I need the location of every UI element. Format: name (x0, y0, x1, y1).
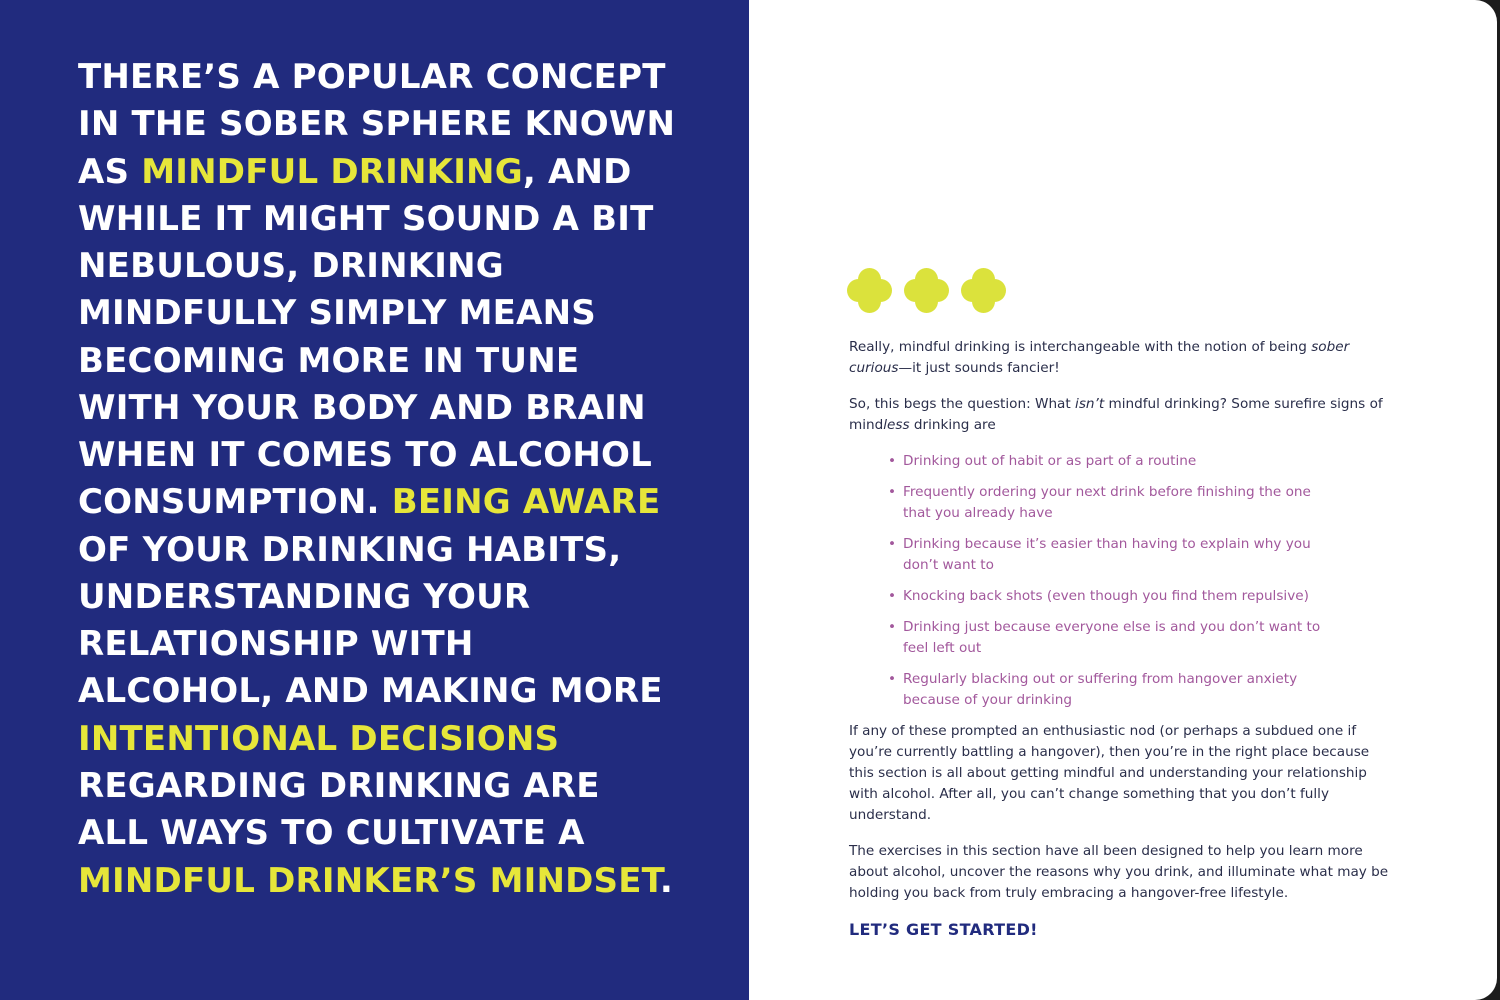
bullet-icon: • (888, 536, 897, 552)
pull-quote (78, 54, 678, 905)
list-item (888, 617, 1333, 659)
intro-paragraph (849, 337, 1394, 379)
body-copy (849, 337, 1394, 955)
mindless-signs-list (849, 451, 1394, 711)
quote-text: THERE’S A POPULAR CONCEPT IN THE SOBER SPHERE KNOWN AS (78, 57, 676, 192)
quote-text: OF YOUR DRINKING HABITS, UNDERSTANDING YOUR RELATIONSHIP WITH ALCOHOL, AND MAKING MORE (78, 529, 663, 712)
quote-highlight: BEING AWARE (391, 482, 661, 523)
list-item-text: Frequently ordering your next drink before finishing the one that you already have (903, 484, 1311, 521)
intro-emphasis: sober curious (849, 339, 1350, 376)
clover-icon (847, 268, 892, 313)
clover-icon (961, 268, 1006, 313)
cta-heading: LET’S GET STARTED! (849, 920, 1038, 939)
bullet-icon: • (888, 453, 897, 469)
list-item (888, 669, 1333, 711)
quote-text: . (659, 860, 674, 901)
left-page (0, 0, 749, 1000)
list-item (888, 534, 1333, 576)
list-item (888, 451, 1333, 472)
quote-highlight: MINDFUL DRINKING (141, 151, 523, 192)
list-item-text: Drinking just because everyone else is and you don’t want to feel left out (903, 619, 1321, 656)
bullet-icon: • (888, 484, 897, 500)
quote-text: REGARDING DRINKING ARE ALL WAYS TO CULTIVATE A (78, 765, 600, 854)
bullet-icon: • (888, 619, 897, 635)
exercises-paragraph: The exercises in this section have all been designed to help you learn more about alcohol, uncover the reasons why you drink, and illuminate what may be holding you back from truly embracing a hangover-free lifestyle. (849, 843, 1389, 901)
quote-text: , AND WHILE IT MIGHT SOUND A BIT NEBULOUS, DRINKING MINDFULLY SIMPLY MEANS BECOMING MORE IN TUNE WITH YOUR BODY AND BRAIN WHEN IT COMES TO ALCOHOL CONSUMPTION. (78, 151, 654, 523)
question-text: mindful drinking? Some surefire signs of mind (849, 396, 1383, 433)
bullet-icon: • (888, 588, 897, 604)
quote-highlight: INTENTIONAL DECISIONS (78, 718, 560, 759)
question-emphasis: less (883, 417, 910, 433)
bullet-icon: • (888, 671, 897, 687)
nod-paragraph: If any of these prompted an enthusiastic nod (or perhaps a subdued one if you’re currently battling a hangover), then you’re in the right place because this section is all about getting mindful and understanding your relationship with alcohol. After all, you can’t change something that you don’t fully understand. (849, 723, 1370, 823)
list-item-text: Drinking because it’s easier than having to explain why you don’t want to (903, 536, 1311, 573)
question-text-end: drinking are (909, 417, 996, 433)
intro-text: Really, mindful drinking is interchangeable with the notion of being (849, 339, 1312, 355)
intro-text-end: —it just sounds fancier! (898, 360, 1060, 376)
clover-icon (904, 268, 949, 313)
list-item (888, 586, 1333, 607)
list-item-text: Drinking out of habit or as part of a routine (903, 453, 1197, 469)
right-page (749, 0, 1497, 1000)
question-emphasis: isn’t (1075, 396, 1105, 412)
question-text: So, this begs the question: What (849, 396, 1076, 412)
list-item (888, 482, 1333, 524)
clover-ornament (847, 268, 1006, 313)
quote-highlight: MINDFUL DRINKER’S MINDSET (78, 860, 660, 901)
list-item-text: Knocking back shots (even though you find them repulsive) (903, 588, 1309, 604)
list-item-text: Regularly blacking out or suffering from hangover anxiety because of your drinking (903, 671, 1298, 708)
question-paragraph (849, 394, 1394, 436)
